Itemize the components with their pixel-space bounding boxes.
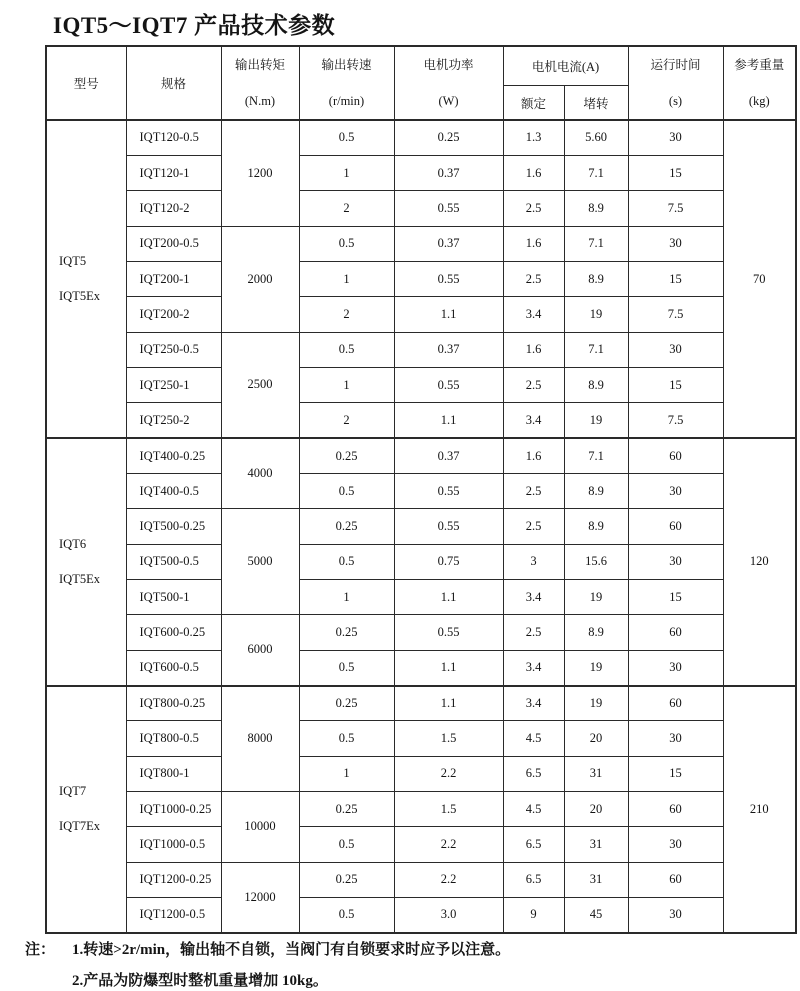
notes-items	[72, 938, 510, 991]
header-time	[628, 46, 723, 120]
power-cell: 1.1	[394, 686, 503, 721]
speed-cell: 1	[299, 579, 394, 614]
table-row	[46, 120, 796, 155]
time-cell: 30	[628, 332, 723, 367]
table-row	[46, 650, 796, 685]
notes	[25, 938, 510, 991]
table-row	[46, 579, 796, 614]
table-row	[46, 155, 796, 190]
spec-cell: IQT250-2	[126, 403, 221, 438]
stall-current-cell: 19	[564, 403, 628, 438]
torque-cell: 6000	[221, 615, 299, 686]
rated-current-cell: 6.5	[503, 756, 564, 791]
header-time-label: 运行时间	[650, 58, 701, 72]
spec-cell: IQT1000-0.5	[126, 827, 221, 862]
speed-cell: 0.5	[299, 721, 394, 756]
rated-current-cell: 6.5	[503, 827, 564, 862]
header-weight	[723, 46, 796, 120]
model-line: IQT7Ex	[59, 819, 100, 834]
spec-cell: IQT600-0.25	[126, 615, 221, 650]
time-cell: 60	[628, 615, 723, 650]
power-cell: 0.55	[394, 509, 503, 544]
speed-cell: 0.25	[299, 509, 394, 544]
speed-cell: 2	[299, 297, 394, 332]
rated-current-cell: 4.5	[503, 721, 564, 756]
time-cell: 15	[628, 579, 723, 614]
header-torque-unit: (N.m)	[244, 94, 276, 108]
table-row	[46, 297, 796, 332]
power-cell: 0.55	[394, 261, 503, 296]
note-item-2: 2.产品为防爆型时整机重量增加 10kg。	[72, 973, 328, 989]
page-title: IQT5～IQT7 产品技术参数	[53, 13, 336, 38]
stall-current-cell: 45	[564, 898, 628, 933]
stall-current-cell: 31	[564, 756, 628, 791]
stall-current-cell: 7.1	[564, 332, 628, 367]
table-row	[46, 827, 796, 862]
model-line: IQT5Ex	[59, 571, 100, 586]
table-body	[46, 120, 796, 933]
model-line: IQT7	[59, 784, 87, 799]
spec-cell: IQT800-0.25	[126, 686, 221, 721]
speed-cell: 0.5	[299, 226, 394, 261]
header-current: 电机电流(A)	[503, 46, 628, 86]
time-cell: 7.5	[628, 297, 723, 332]
spec-cell: IQT600-0.5	[126, 650, 221, 685]
rated-current-cell: 1.6	[503, 155, 564, 190]
speed-cell: 0.5	[299, 650, 394, 685]
rated-current-cell: 9	[503, 898, 564, 933]
rated-current-cell: 1.6	[503, 438, 564, 473]
header-current-rated: 额定	[503, 86, 564, 120]
spec-cell: IQT120-2	[126, 191, 221, 226]
table-row	[46, 367, 796, 402]
rated-current-cell: 3.4	[503, 650, 564, 685]
table-header	[46, 46, 796, 120]
torque-cell: 1200	[221, 120, 299, 226]
note-item-1: 1.转速>2r/min，输出轴不自锁，当阀门有自锁要求时应予以注意。	[72, 942, 511, 958]
power-cell: 2.2	[394, 827, 503, 862]
table-row	[46, 792, 796, 827]
rated-current-cell: 3.4	[503, 579, 564, 614]
rated-current-cell: 2.5	[503, 615, 564, 650]
model-cell	[46, 686, 126, 933]
power-cell: 3.0	[394, 898, 503, 933]
header-power-label: 电机功率	[423, 58, 474, 72]
header-current-stall: 堵转	[564, 86, 628, 120]
stall-current-cell: 20	[564, 721, 628, 756]
spec-cell: IQT1200-0.25	[126, 862, 221, 897]
time-cell: 60	[628, 686, 723, 721]
torque-cell: 2500	[221, 332, 299, 438]
table-row	[46, 473, 796, 508]
speed-cell: 0.5	[299, 898, 394, 933]
spec-cell: IQT200-2	[126, 297, 221, 332]
torque-cell: 4000	[221, 438, 299, 509]
stall-current-cell: 7.1	[564, 438, 628, 473]
time-cell: 15	[628, 367, 723, 402]
time-cell: 30	[628, 721, 723, 756]
power-cell: 0.37	[394, 226, 503, 261]
time-cell: 30	[628, 120, 723, 155]
table-row	[46, 686, 796, 721]
power-cell: 0.37	[394, 155, 503, 190]
header-time-unit: (s)	[668, 94, 683, 108]
speed-cell: 1	[299, 367, 394, 402]
power-cell: 0.37	[394, 438, 503, 473]
speed-cell: 2	[299, 403, 394, 438]
spec-table	[45, 45, 797, 934]
rated-current-cell: 3.4	[503, 403, 564, 438]
rated-current-cell: 2.5	[503, 509, 564, 544]
spec-cell: IQT200-1	[126, 261, 221, 296]
torque-cell: 5000	[221, 509, 299, 615]
spec-cell: IQT120-1	[126, 155, 221, 190]
time-cell: 30	[628, 650, 723, 685]
header-speed	[299, 46, 394, 120]
power-cell: 2.2	[394, 756, 503, 791]
spec-cell: IQT1000-0.25	[126, 792, 221, 827]
time-cell: 30	[628, 898, 723, 933]
table-row	[46, 544, 796, 579]
table-row	[46, 615, 796, 650]
torque-cell: 10000	[221, 792, 299, 863]
rated-current-cell: 2.5	[503, 261, 564, 296]
power-cell: 0.55	[394, 367, 503, 402]
table-row	[46, 756, 796, 791]
speed-cell: 0.25	[299, 615, 394, 650]
model-cell	[46, 438, 126, 685]
time-cell: 30	[628, 544, 723, 579]
spec-cell: IQT800-0.5	[126, 721, 221, 756]
stall-current-cell: 7.1	[564, 226, 628, 261]
spec-cell: IQT1200-0.5	[126, 898, 221, 933]
power-cell: 0.75	[394, 544, 503, 579]
rated-current-cell: 3.4	[503, 297, 564, 332]
power-cell: 1.1	[394, 297, 503, 332]
stall-current-cell: 31	[564, 862, 628, 897]
model-cell	[46, 120, 126, 438]
table-row	[46, 191, 796, 226]
speed-cell: 0.25	[299, 438, 394, 473]
time-cell: 15	[628, 261, 723, 296]
table-row	[46, 898, 796, 933]
time-cell: 7.5	[628, 403, 723, 438]
table-row	[46, 261, 796, 296]
stall-current-cell: 19	[564, 686, 628, 721]
power-cell: 0.55	[394, 473, 503, 508]
model-line: IQT5Ex	[59, 289, 100, 304]
stall-current-cell: 8.9	[564, 509, 628, 544]
rated-current-cell: 1.6	[503, 332, 564, 367]
speed-cell: 0.5	[299, 473, 394, 508]
weight-cell: 120	[723, 438, 796, 685]
rated-current-cell: 2.5	[503, 191, 564, 226]
time-cell: 7.5	[628, 191, 723, 226]
power-cell: 1.5	[394, 792, 503, 827]
stall-current-cell: 19	[564, 579, 628, 614]
speed-cell: 2	[299, 191, 394, 226]
speed-cell: 0.5	[299, 544, 394, 579]
power-cell: 1.1	[394, 579, 503, 614]
time-cell: 30	[628, 473, 723, 508]
stall-current-cell: 7.1	[564, 155, 628, 190]
table-row	[46, 509, 796, 544]
table-row	[46, 226, 796, 261]
stall-current-cell: 31	[564, 827, 628, 862]
model-line: IQT6	[59, 536, 87, 551]
power-cell: 1.1	[394, 403, 503, 438]
stall-current-cell: 20	[564, 792, 628, 827]
rated-current-cell: 1.3	[503, 120, 564, 155]
weight-cell: 210	[723, 686, 796, 933]
stall-current-cell: 8.9	[564, 261, 628, 296]
time-cell: 60	[628, 862, 723, 897]
power-cell: 1.1	[394, 650, 503, 685]
rated-current-cell: 3	[503, 544, 564, 579]
table-row	[46, 438, 796, 473]
power-cell: 2.2	[394, 862, 503, 897]
header-speed-label: 输出转速	[321, 58, 372, 72]
header-torque-label: 输出转矩	[234, 58, 285, 72]
torque-cell: 2000	[221, 226, 299, 332]
spec-cell: IQT200-0.5	[126, 226, 221, 261]
time-cell: 60	[628, 438, 723, 473]
speed-cell: 0.5	[299, 120, 394, 155]
header-speed-unit: (r/min)	[328, 94, 365, 108]
stall-current-cell: 8.9	[564, 615, 628, 650]
torque-cell: 12000	[221, 862, 299, 933]
spec-cell: IQT500-0.5	[126, 544, 221, 579]
speed-cell: 1	[299, 756, 394, 791]
stall-current-cell: 15.6	[564, 544, 628, 579]
table-row	[46, 721, 796, 756]
time-cell: 30	[628, 827, 723, 862]
rated-current-cell: 2.5	[503, 473, 564, 508]
spec-cell: IQT250-1	[126, 367, 221, 402]
speed-cell: 0.25	[299, 686, 394, 721]
table-row	[46, 862, 796, 897]
speed-cell: 0.5	[299, 332, 394, 367]
stall-current-cell: 19	[564, 650, 628, 685]
rated-current-cell: 3.4	[503, 686, 564, 721]
header-torque	[221, 46, 299, 120]
table-row	[46, 403, 796, 438]
rated-current-cell: 1.6	[503, 226, 564, 261]
header-power-unit: (W)	[438, 94, 459, 108]
spec-cell: IQT250-0.5	[126, 332, 221, 367]
spec-cell: IQT120-0.5	[126, 120, 221, 155]
power-cell: 0.55	[394, 191, 503, 226]
power-cell: 0.25	[394, 120, 503, 155]
time-cell: 60	[628, 792, 723, 827]
stall-current-cell: 8.9	[564, 473, 628, 508]
torque-cell: 8000	[221, 686, 299, 792]
rated-current-cell: 4.5	[503, 792, 564, 827]
spec-cell: IQT500-0.25	[126, 509, 221, 544]
speed-cell: 0.25	[299, 862, 394, 897]
header-spec: 规格	[126, 46, 221, 120]
header-power	[394, 46, 503, 120]
time-cell: 60	[628, 509, 723, 544]
model-line: IQT5	[59, 254, 87, 269]
stall-current-cell: 19	[564, 297, 628, 332]
time-cell: 15	[628, 155, 723, 190]
weight-cell: 70	[723, 120, 796, 438]
spec-cell: IQT500-1	[126, 579, 221, 614]
stall-current-cell: 5.60	[564, 120, 628, 155]
stall-current-cell: 8.9	[564, 191, 628, 226]
rated-current-cell: 2.5	[503, 367, 564, 402]
table-row	[46, 332, 796, 367]
notes-label: 注：	[25, 942, 56, 958]
speed-cell: 1	[299, 155, 394, 190]
time-cell: 15	[628, 756, 723, 791]
header-model: 型号	[46, 46, 126, 120]
speed-cell: 0.25	[299, 792, 394, 827]
stall-current-cell: 8.9	[564, 367, 628, 402]
header-weight-unit: (kg)	[748, 94, 770, 108]
power-cell: 0.55	[394, 615, 503, 650]
spec-cell: IQT400-0.25	[126, 438, 221, 473]
header-weight-label: 参考重量	[734, 58, 785, 72]
time-cell: 30	[628, 226, 723, 261]
speed-cell: 0.5	[299, 827, 394, 862]
speed-cell: 1	[299, 261, 394, 296]
rated-current-cell: 6.5	[503, 862, 564, 897]
power-cell: 0.37	[394, 332, 503, 367]
spec-cell: IQT400-0.5	[126, 473, 221, 508]
spec-cell: IQT800-1	[126, 756, 221, 791]
power-cell: 1.5	[394, 721, 503, 756]
